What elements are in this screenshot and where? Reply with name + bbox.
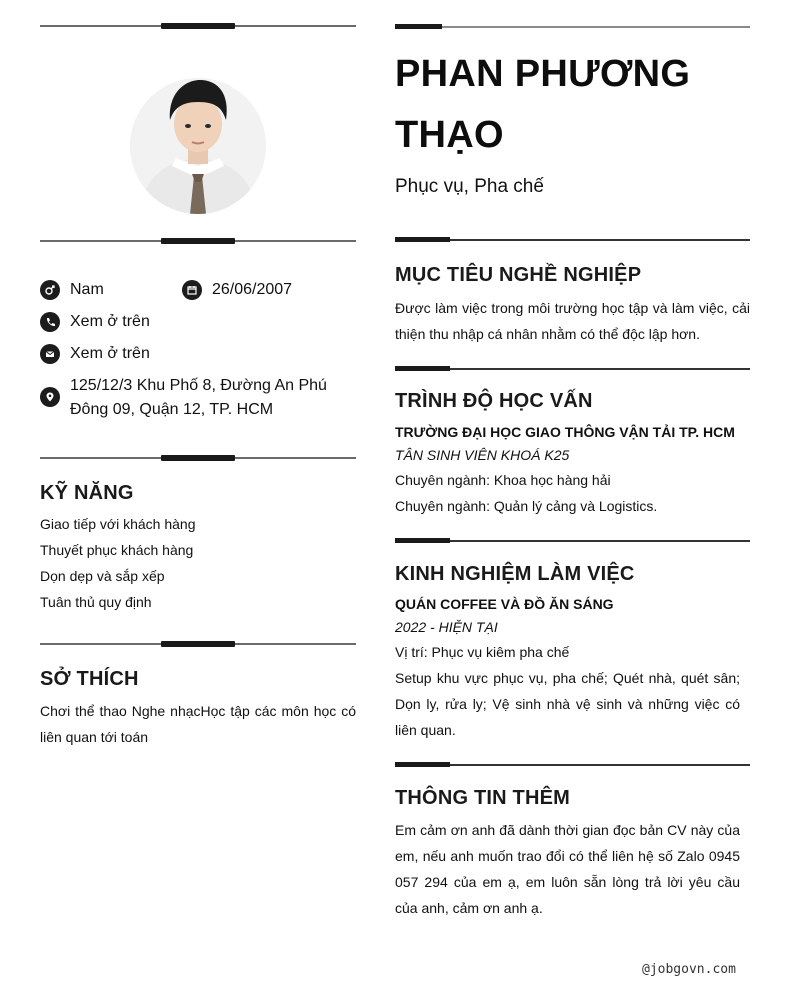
divider: [395, 26, 750, 28]
gender-icon: [40, 280, 60, 300]
skills-title: KỸ NĂNG: [40, 482, 134, 504]
gender-value: Nam: [70, 281, 104, 298]
job-title: Phục vụ, Pha chế: [395, 176, 544, 197]
major-item: Chuyên ngành: Khoa học hàng hải: [395, 472, 611, 488]
email-icon: [40, 344, 60, 364]
address-line-2: Đông 09, Quận 12, TP. HCM: [70, 401, 274, 418]
address-value: [70, 374, 327, 422]
skill-item: Dọn dẹp và sắp xếp: [40, 568, 165, 584]
address-row: [40, 374, 327, 422]
birthday-value: 26/06/2007: [212, 281, 293, 298]
birthday-row: [182, 278, 292, 302]
divider: [40, 25, 356, 27]
divider: [395, 368, 750, 370]
email-row: [40, 342, 150, 366]
hobbies-text: Chơi thể thao Nghe nhạcHọc tập các môn học có liên quan tới toán: [40, 703, 356, 745]
company-name: QUÁN COFFEE VÀ ĐỒ ĂN SÁNG: [395, 596, 614, 612]
divider: [395, 764, 750, 766]
candidate-name: PHAN PHƯƠNG THẠO: [395, 53, 691, 156]
objective-text: Được làm việc trong môi trường học tập và làm việc, cải thiện thu nhập cá nhân nhằm có thể độc lập hơn.: [395, 300, 750, 342]
skill-item: Thuyết phục khách hàng: [40, 542, 194, 558]
email-value: Xem ở trên: [70, 345, 150, 362]
education-period: TÂN SINH VIÊN KHOÁ K25: [395, 447, 570, 463]
experience-description: Setup khu vực phục vụ, pha chế; Quét nhà, quét sân; Dọn ly, rửa ly; Vệ sinh nhà vệ sinh và những việc có liên quan.: [395, 670, 740, 738]
phone-value: Xem ở trên: [70, 313, 150, 330]
skill-item: Giao tiếp với khách hàng: [40, 516, 196, 532]
school-name: TRƯỜNG ĐẠI HỌC GIAO THÔNG VẬN TẢI TP. HCM: [395, 424, 735, 440]
hobbies-title: SỞ THÍCH: [40, 668, 139, 690]
education-title: TRÌNH ĐỘ HỌC VẤN: [395, 390, 593, 412]
phone-row: [40, 310, 150, 334]
portrait-photo-icon: [130, 78, 266, 214]
experience-period: 2022 - HIỆN TẠI: [395, 619, 498, 635]
location-icon: [40, 387, 60, 407]
objective-title: MỤC TIÊU NGHỀ NGHIỆP: [395, 264, 642, 286]
divider: [40, 643, 356, 645]
calendar-icon: [182, 280, 202, 300]
address-line-1: 125/12/3 Khu Phố 8, Đường An Phú: [70, 377, 327, 394]
divider: [395, 540, 750, 542]
divider: [395, 239, 750, 241]
phone-icon: [40, 312, 60, 332]
position: Vị trí: Phục vụ kiêm pha chế: [395, 644, 570, 660]
major-item: Chuyên ngành: Quản lý cảng và Logistics.: [395, 498, 658, 514]
divider: [40, 457, 356, 459]
gender-row: [40, 278, 104, 302]
watermark: @jobgovn.com: [642, 962, 736, 977]
additional-title: THÔNG TIN THÊM: [395, 787, 571, 809]
divider: [40, 240, 356, 242]
experience-title: KINH NGHIỆM LÀM VIỆC: [395, 563, 635, 585]
additional-text: Em cảm ơn anh đã dành thời gian đọc bản CV này của em, nếu anh muốn trao đổi có thể liên hệ số Zalo 0945 057 294 của em ạ, em luôn sẵn lòng trả lời yêu cầu của anh, cảm ơn anh ạ.: [395, 822, 740, 916]
skill-item: Tuân thủ quy định: [40, 594, 152, 610]
profile-photo: [130, 78, 266, 214]
